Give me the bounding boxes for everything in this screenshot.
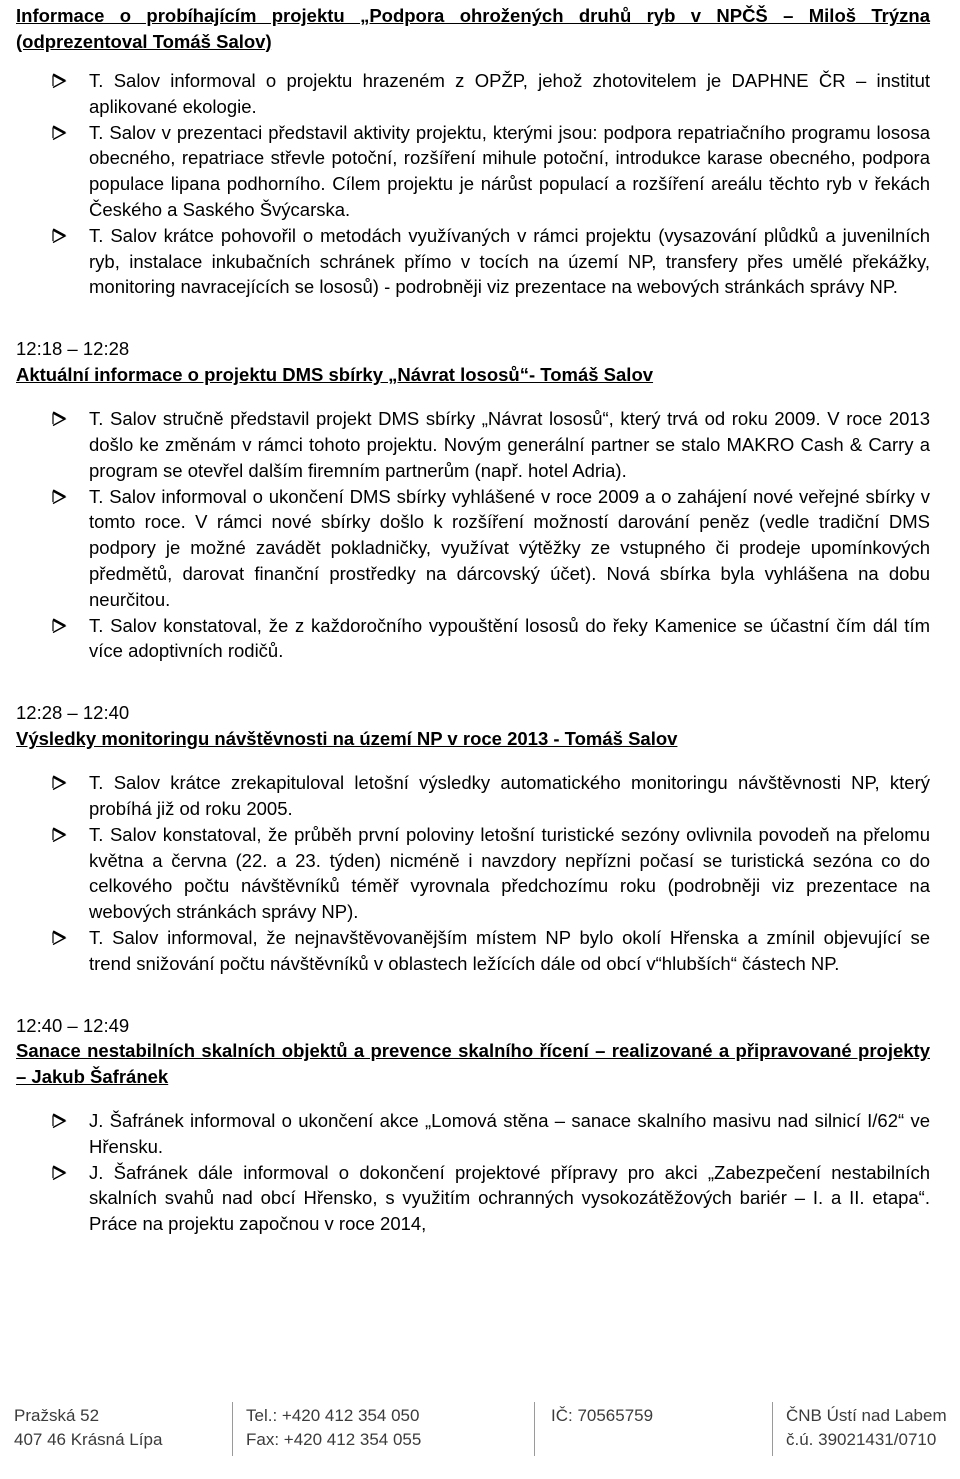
footer-divider: [772, 1402, 773, 1456]
bullet-list-monitoring: [16, 770, 930, 976]
arrowhead-bullet-icon: [51, 125, 67, 141]
footer-address: Pražská 52 407 46 Krásná Lípa: [14, 1406, 163, 1449]
arrowhead-bullet-icon: [51, 1165, 67, 1181]
arrowhead-bullet-icon: [51, 775, 67, 791]
section-time: 12:28 – 12:40: [16, 702, 130, 724]
section-time: 12:40 – 12:49: [16, 1014, 130, 1036]
section-title-fish-project: Informace o probíhajícím projektu „Podpora ohrožených druhů ryb v NPČŠ – Miloš Trýzna (odprezentoval Tomáš Salov): [16, 5, 930, 52]
bullet-list-rock-sanation: [16, 1108, 930, 1237]
list-item: T. Salov informoval, že nejnavštěvovanějším místem NP bylo okolí Hřenska a zmínil objevující se trend snižování počtu návštěvníků v oblastech ležících dále od obcí v“hlubších“ částech NP.: [16, 925, 930, 977]
footer-phone: Tel.: +420 412 354 050 Fax: +420 412 354 055: [246, 1406, 422, 1449]
bullet-list-fish-project: [16, 68, 930, 300]
footer-divider: [534, 1402, 535, 1456]
list-item: T. Salov informoval o projektu hrazeném z OPŽP, jehož zhotovitelem je DAPHNE ČR – institut aplikované ekologie.: [16, 68, 930, 120]
bullet-list-dms: [16, 406, 930, 664]
arrowhead-bullet-icon: [51, 827, 67, 843]
list-item: T. Salov stručně představil projekt DMS sbírky „Návrat lososů“, který trvá od roku 2009. V roce 2013 došlo ke změnám v rámci tohoto projektu. Novým generální partner se stalo MAKRO Cash & Carry a program se otevřel dalším firemním partnerům (např. hotel Adria).: [16, 406, 930, 483]
section-time: 12:18 – 12:28: [16, 338, 130, 360]
list-item: T. Salov krátce zrekapituloval letošní výsledky automatického monitoringu návštěvnosti NP, který probíhá již od roku 2005.: [16, 770, 930, 822]
footer-bank: ČNB Ústí nad Labem č.ú. 39021431/0710: [786, 1406, 947, 1449]
list-item: T. Salov v prezentaci představil aktivity projektu, kterými jsou: podpora repatriačního programu lososa obecného, repatriace střevle potoční, rozšíření mihule potoční, introdukce karase obecného, podpora populace lipana podhorního. Cílem projektu je nárůst populací a rozšíření areálu těchto ryb v řekách Českého a Saského Švýcarska.: [16, 120, 930, 223]
list-item: T. Salov informoval o ukončení DMS sbírky vyhlášené v roce 2009 a o zahájení nové veřejné sbírky v tomto roce. V rámci nové sbírky došlo k rozšíření možností darování peněz (vedle tradiční DMS podpory je možné zavádět pokladničky, využívat výtěžky ze vstupného či prodeje upomínkových předmětů, darovat finanční prostředky na dárcovský účet). Nová sbírka byla vyhlášena na dobu neurčitou.: [16, 484, 930, 613]
list-item: J. Šafránek dále informoval o dokončení projektové přípravy pro akci „Zabezpečení nestabilních skalních svahů nad obcí Hřensko, s využitím ochranných vysokozátěžových bariér – I. a II. etapa“. Práce na projektu započnou v roce 2014,: [16, 1160, 930, 1237]
arrowhead-bullet-icon: [51, 228, 67, 244]
footer-divider: [232, 1402, 233, 1456]
footer-company-id: IČ: 70565759: [551, 1406, 654, 1425]
section-title-rock-sanation: Sanace nestabilních skalních objektů a prevence skalního řícení – realizované a připravované projekty – Jakub Šafránek: [16, 1040, 930, 1087]
arrowhead-bullet-icon: [51, 73, 67, 89]
arrowhead-bullet-icon: [51, 411, 67, 427]
arrowhead-bullet-icon: [51, 1113, 67, 1129]
arrowhead-bullet-icon: [51, 489, 67, 505]
section-title-dms: Aktuální informace o projektu DMS sbírky „Návrat lososů“- Tomáš Salov: [16, 363, 654, 385]
list-item: T. Salov krátce pohovořil o metodách využívaných v rámci projektu (vysazování plůdků a juvenilních ryb, instalace inkubačních schránek přímo v tocích na území NP, transfery přes umělé překážky, monitoring navracejících se lososů) - podrobněji viz prezentace na webových stránkách správy NP.: [16, 223, 930, 300]
section-title-monitoring: Výsledky monitoringu návštěvnosti na území NP v roce 2013 - Tomáš Salov: [16, 727, 678, 749]
arrowhead-bullet-icon: [51, 930, 67, 946]
arrowhead-bullet-icon: [51, 618, 67, 634]
list-item: T. Salov konstatoval, že průběh první poloviny letošní turistické sezóny ovlivnila povodeň na přelomu května a června (22. a 23. týden) nicméně i navzdory nepřízni počasí se turistická sezóna co do celkového počtu návštěvníků téměř vyrovnala předchozímu roku (podrobněji viz prezentace na webových stránkách správy NP).: [16, 822, 930, 925]
list-item: J. Šafránek informoval o ukončení akce „Lomová stěna – sanace skalního masivu nad silnicí I/62“ ve Hřensku.: [16, 1108, 930, 1160]
page-footer: [0, 1388, 960, 1479]
list-item: T. Salov konstatoval, že z každoročního vypouštění lososů do řeky Kamenice se účastní čím dál tím více adoptivních rodičů.: [16, 613, 930, 665]
document-page: [16, 0, 930, 1237]
